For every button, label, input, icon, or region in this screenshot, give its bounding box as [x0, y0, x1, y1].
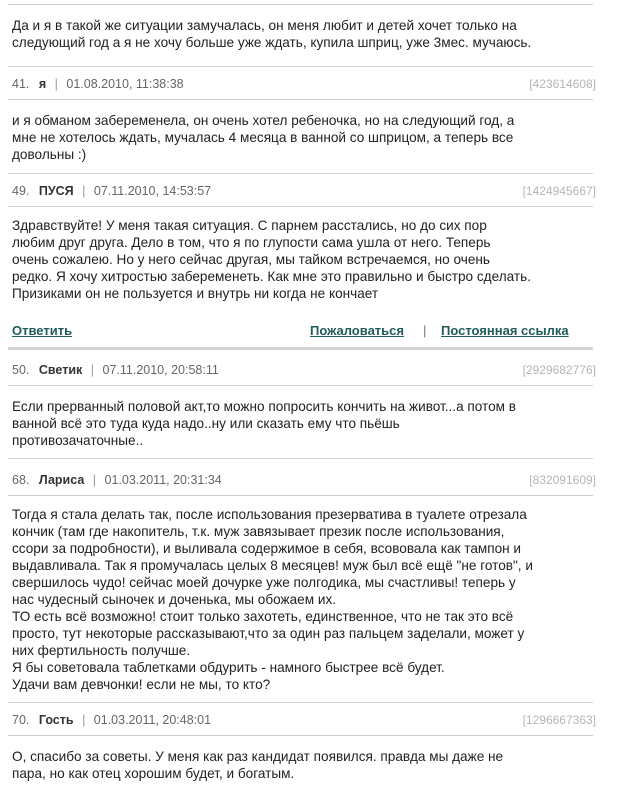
- comment-number: 50.: [12, 363, 30, 377]
- meta-separator: |: [92, 473, 97, 487]
- divider: [8, 495, 593, 496]
- divider: [8, 458, 593, 459]
- comment-date: 01.03.2011, 20:31:34: [104, 473, 222, 487]
- comment-text: и я обманом забеременела, он очень хотел ребеночка, но на следующий год, а мне не хотелось ждать, мучалась 4 месяца в ванной со шприцом, а теперь все довольны :): [12, 113, 515, 162]
- permalink-link[interactable]: Постоянная ссылка: [441, 323, 569, 338]
- divider: [8, 347, 593, 350]
- comment-text: Тогда я стала делать так, после использования презерватива в туалете отрезала кончик (там где накопитель, т.к. муж завязывает презик после использования, ссори за подробности), и выливала содержимое в себя, всововала как тампон и выдавливала. Так я промучалась целых 8 месяцев! муж был всё ещё "не готов", и свершилось чудо! сейчас моей дочурке уже полгодика, мы счастливы! теперь у нас чудесный сыночек и доченька, мы обожаем их. ТО есть всё возможно! стоит только захотеть, единственное, что не так это всё просто, тут некоторые рассказывают,что за один раз пальцем заделали, может у них фертильность получше. Я бы советовала таблетками обдурить - намного быстрее всё будет. Удачи вам девчонки! если не мы, то кто?: [12, 507, 533, 692]
- comment-author: ПУСЯ: [38, 184, 74, 198]
- comment-date: 07.11.2010, 20:58:11: [102, 363, 219, 377]
- comment-author: я: [38, 77, 47, 91]
- divider: [8, 735, 593, 736]
- comment-author: Гость: [38, 713, 74, 727]
- complain-link[interactable]: Пожаловаться: [310, 323, 404, 338]
- comment-meta: [12, 360, 596, 380]
- comment-author: Лариса: [38, 473, 85, 487]
- divider: [8, 99, 593, 100]
- comment-date: 07.11.2010, 14:53:57: [93, 184, 212, 198]
- comment-meta: [12, 181, 596, 201]
- comment-author: Светик: [38, 363, 83, 377]
- divider: [8, 702, 593, 703]
- comment-text: Здравствуйте! У меня такая ситуация. С парнем расстались, но до сих пор любим друг друга. Дело в том, что я по глупости сама ушла от него. Теперь очень сожалею. Но у него сейчас другая, мы тайком встречаемся, но очень редко. Я хочу хитростью забеременеть. Как мне это правильно и быстро сделать. Призиками он не пользуется и внутрь ни когда не кончает: [12, 218, 531, 301]
- actions-separator: |: [423, 323, 427, 338]
- comment-meta: [12, 470, 596, 490]
- divider: [8, 66, 593, 67]
- comment-number: 68.: [12, 473, 30, 487]
- comment-date: 01.08.2010, 11:38:38: [66, 77, 184, 91]
- reply-link[interactable]: Ответить: [12, 323, 73, 338]
- meta-separator: |: [54, 77, 58, 91]
- comment-date: 01.03.2011, 20:48:01: [93, 713, 212, 727]
- comment-id: [1296667363]: [522, 713, 596, 727]
- meta-separator: |: [82, 184, 86, 198]
- comment-id: [2929682776]: [522, 363, 596, 377]
- comment-text: О, спасибо за советы. У меня как раз кандидат появился. правда мы даже не пара, но как отец хорошим будет, и богатым.: [12, 749, 504, 781]
- meta-separator: |: [90, 363, 95, 377]
- divider: [8, 4, 593, 5]
- divider: [8, 206, 593, 207]
- divider: [8, 385, 593, 386]
- comment-meta: [12, 710, 596, 730]
- comment-number: 49.: [12, 184, 30, 198]
- comment-id: [1424945667]: [522, 184, 596, 198]
- comment-text: Если прерванный половой акт,то можно попросить кончить на живот...а потом в ванной всё это туда куда надо..ну или сказать ему что пьёшь противозачаточные..: [12, 399, 517, 448]
- comment-meta: [12, 74, 596, 94]
- divider: [8, 173, 593, 174]
- comment-id: [423614608]: [529, 77, 596, 91]
- comment-number: 41.: [12, 77, 30, 91]
- comment-text: Да и я в такой же ситуации замучалась, он меня любит и детей хочет только на следующий год а я не хочу больше уже ждать, купила шприц, уже 3мес. мучаюсь.: [12, 18, 532, 50]
- comment-number: 70.: [12, 713, 30, 727]
- comment-actions: [12, 321, 596, 341]
- meta-separator: |: [82, 713, 86, 727]
- comment-id: [832091609]: [529, 473, 596, 487]
